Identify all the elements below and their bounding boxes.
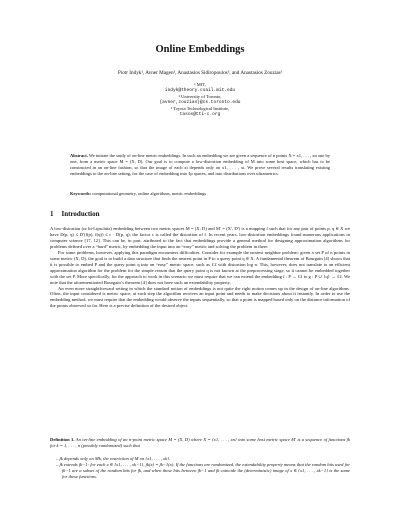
section-number: 1 xyxy=(50,210,54,218)
paragraph: For some problems, however, applying this paradigm encounters difficulties. Consider for example the nearest neighbor problem: given a set P of n points in some metric (X, D), the goal is to build a data structure that finds the nearest point in P to a query point q ∈ X. A fundamental theorem of Bourgain [4] shows that it is possible to embed P and the query point q into an “easy” metric space, such as ℓ2 with distortion log n. This, however, does not translate to an efficient approximation algorithm for the problem for the simple reason that the query point q is not known at the preprocessing stage, so it cannot be embedded together with the set P. More specifically, for the approach to work in this scenario we must require that we can extend the embedding f : P → ℓ2 to g : P ∪ {q} → ℓ2. We note that the aforementioned Bourgain’s theorem [4] does not have such an extendability property. xyxy=(50,249,350,285)
keywords-text: computational geometry, online algorithms, metric embeddings xyxy=(92,191,207,196)
affiliation-line: ² University of Toronto, xyxy=(178,94,222,99)
email-line: indyk@theory.csail.mit.edu xyxy=(164,88,236,93)
email-line: {avner,zouzias}@cs.toronto.edu xyxy=(159,100,241,105)
author-list: Piotr Indyk¹, Avner Magen², Anastasios Sidiropoulos³, and Anastasios Zouzias² xyxy=(117,70,283,76)
definition xyxy=(50,437,350,449)
section-heading xyxy=(50,210,100,218)
affiliation-line: ¹ MIT, xyxy=(194,82,206,87)
abstract-label: Abstract. xyxy=(70,153,88,158)
definition-list xyxy=(56,456,350,480)
email-line: tasos@tti-c.org xyxy=(179,112,221,117)
abstract-text: We initiate the study of on-line metric embeddings. In such an embedding we are given a sequence of n points X = x1, . . . , xn one by one, from a metric space M = (X, D). Our goal is to compute a low-distortion embedding of M into some host space, which has to be constructed in an on-line fashion, so that the image of each xi depends only on x1, . . . , xi. We prove several results translating existing embeddings to the on-line setting, for the case of embedding into ℓp spaces, and into distributions over ultrametrics. xyxy=(70,153,330,176)
list-item: – fk extends fk−1: for each x ∈ {x1, . . . , xk−1}, fk(x) = fk−1(x). If the functions are randomized, the extendability property means that the random bits used for fk−1 are a subset of the random bits for fk, and when these bits between fk−1 and fk coincide the (deterministic) image of x ∈ {x1, . . . , xk−1} is the same for these functions. xyxy=(56,461,350,479)
paragraph: An even more straightforward setting in which the standard notion of embeddings is not quite the right notion comes up in the design of on-line algorithms. Often, the input considered is metric space; at each step the algorithm receives an input point and needs to make decisions about it instantly. In order to use the embedding method, we must require that the embedding would observe the inputs sequentially, so that a point is mapped based only on the distance information of the points observed so far. Here is a precise definition of the desired object. xyxy=(50,285,350,309)
definition-label: Definition 1. xyxy=(50,437,75,442)
keywords-label: Keywords: xyxy=(70,191,91,196)
section-title: Introduction xyxy=(61,210,100,218)
paper-title: Online Embeddings xyxy=(155,44,245,55)
definition-text: An on-line embedding of an n-point metric space M = (X, D) where X = {x1, . . . , xn} into some host metric space M′ is a sequence of functions fk for k = 1, . . . , n (possibly randomized) such that xyxy=(50,437,350,448)
keywords xyxy=(70,191,330,197)
abstract xyxy=(70,153,330,177)
affiliations xyxy=(0,82,400,118)
affiliation-line: ³ Toyota Technological Institute, xyxy=(170,106,230,111)
list-item: – fk depends only on Mk, the restriction of M on {x1, . . . , xk}. xyxy=(56,456,171,461)
introduction-body xyxy=(50,226,350,309)
paragraph: A low-distortion (or bi-Lipschitz) embedding between two metric spaces M = (X, D) and M′ = (X′, D′) is a mapping f such that for any pair of points p, q ∈ X we have D(p, q) ≤ D′(f(p), f(q)) ≤ c · D(p, q); the factor c is called the distortion of f. In recent years, low-distortion embeddings found numerous applications in computer science [17, 12]. This can be, in part, attributed to the fact that embeddings provide a general method for designing approximation algorithms for problems defined over a “hard” metric, by embedding the input into an “easy” metric and solving the problem in there. xyxy=(50,226,350,249)
